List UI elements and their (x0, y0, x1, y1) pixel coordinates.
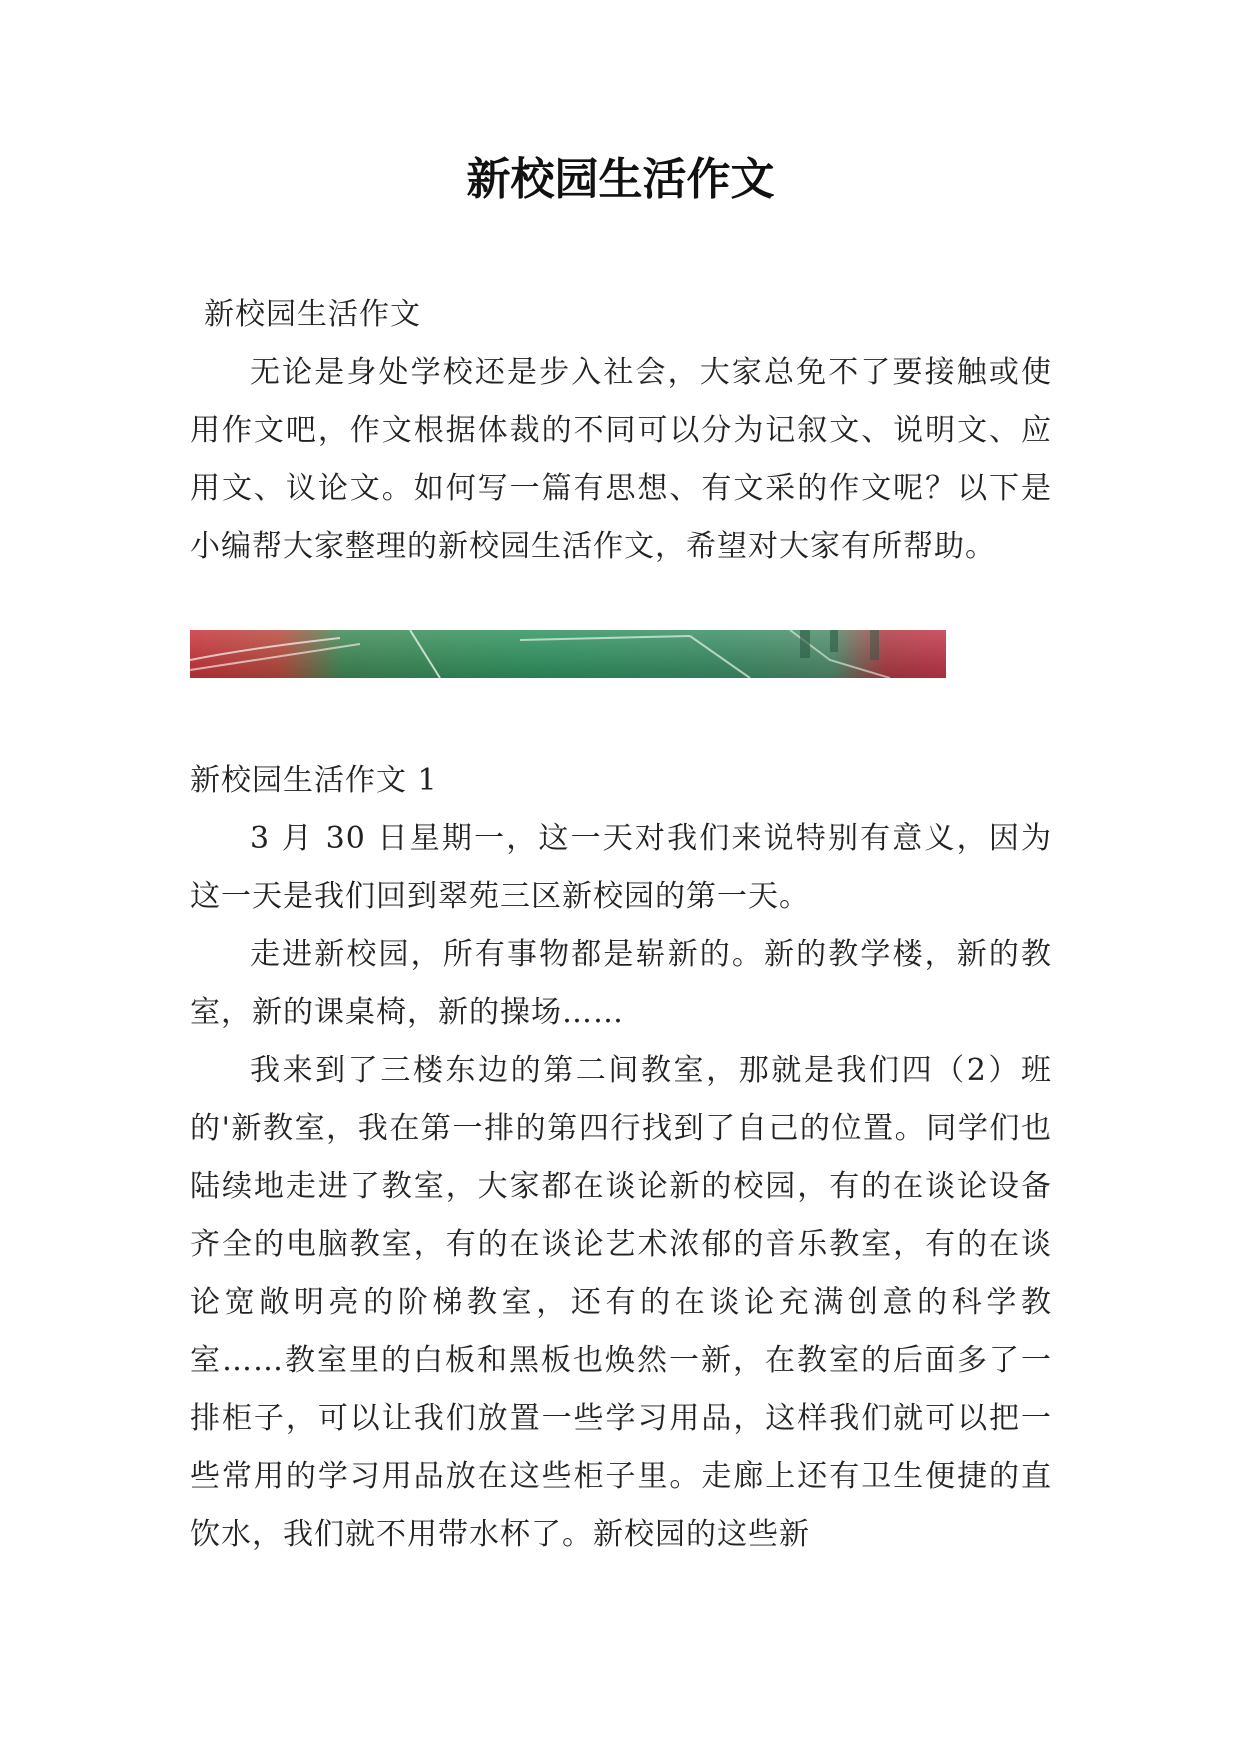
intro-section (190, 286, 1052, 576)
essay-section-1 (190, 752, 1052, 1564)
section-paragraph-3: 我来到了三楼东边的第二间教室，那就是我们四（2）班的'新教室，我在第一排的第四行找到了自己的位置。同学们也陆续地走进了教室，大家都在谈论新的校园，有的在谈论设备齐全的电脑教室，有的在谈论艺术浓郁的音乐教室，有的在谈论宽敞明亮的阶梯教室，还有的在谈论充满创意的科学教室……教室里的白板和黑板也焕然一新，在教室的后面多了一排柜子，可以让我们放置一些学习用品，这样我们就可以把一些常用的学习用品放在这些柜子里。走廊上还有卫生便捷的直饮水，我们就不用带水杯了。新校园的这些新 (190, 1053, 1052, 1552)
section-paragraph-1: 3 月 30 日星期一，这一天对我们来说特别有意义，因为这一天是我们回到翠苑三区新校园的第一天。 (190, 821, 1052, 914)
intro-paragraph: 无论是身处学校还是步入社会，大家总免不了要接触或使用作文吧，作文根据体裁的不同可以分为记叙文、说明文、应用文、议论文。如何写一篇有思想、有文采的作文呢？以下是小编帮大家整理的新校园生活作文，希望对大家有所帮助。 (190, 355, 1052, 564)
intro-heading: 新校园生活作文 (204, 297, 421, 332)
document-title: 新校园生活作文 (466, 154, 775, 205)
sports-field-photo (190, 630, 946, 678)
banner-image (190, 630, 946, 678)
section-paragraph-2: 走进新校园，所有事物都是崭新的。新的教学楼，新的教室，新的课桌椅，新的操场…… (190, 937, 1052, 1030)
section-heading: 新校园生活作文 1 (190, 763, 438, 798)
